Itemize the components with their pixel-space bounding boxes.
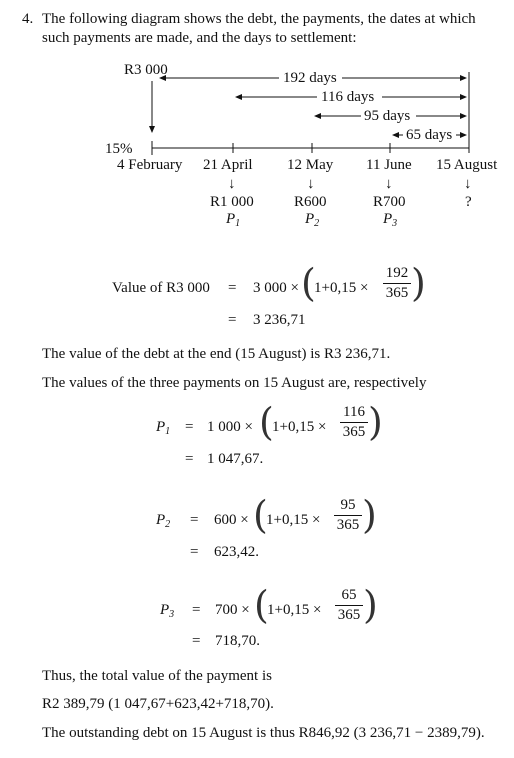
fraction-denominator: 365 [385, 285, 409, 301]
p2-symbol: $P_2$ [156, 512, 171, 530]
interest-rate-label: 15% [105, 141, 133, 157]
p1-prefix: 1 000 × [207, 419, 253, 435]
amount-r700: R700 [373, 194, 406, 210]
p2-prefix: 600 × [214, 512, 249, 528]
down-arrow-icon: ↓ [228, 176, 236, 192]
value-calc-fraction [383, 266, 411, 301]
p3-result: 718,70. [215, 633, 260, 649]
question-text-line-1: The following diagram shows the debt, the payments, the dates at which [42, 11, 476, 27]
close-paren: ) [411, 261, 426, 305]
p3-inner: 1+0,15 × [267, 602, 322, 618]
p1-symbol: $P_1$ [156, 419, 171, 437]
p1-inner: 1+0,15 × [272, 419, 327, 435]
down-arrow-icon: ↓ [385, 176, 393, 192]
amount-unknown: ? [465, 194, 472, 210]
fraction-denominator: 365 [337, 607, 361, 623]
fraction-denominator: 365 [336, 517, 360, 533]
equals-sign: = [192, 602, 201, 618]
amount-r600: R600 [294, 194, 327, 210]
p1-fraction [340, 405, 368, 440]
close-paren: ) [362, 493, 377, 537]
date-21-april: 21 April [203, 157, 253, 173]
days-label-192: 192 days [283, 70, 337, 86]
p2-inner: 1+0,15 × [266, 512, 321, 528]
three-payments-statement: The values of the three payments on 15 August are, respectively [42, 375, 427, 391]
fraction-numerator: 192 [383, 266, 411, 284]
value-calc-lhs: Value of R3 000 [112, 280, 210, 296]
equals-sign: = [228, 280, 237, 296]
value-calc-inner: 1+0,15 × [314, 280, 369, 296]
open-paren: ( [254, 583, 269, 627]
open-paren: ( [259, 400, 274, 444]
fraction-numerator: 95 [334, 498, 362, 516]
p1-result: 1 047,67. [207, 451, 264, 467]
days-label-65: 65 days [406, 127, 453, 143]
amount-r1000: R1 000 [210, 194, 254, 210]
equals-sign: = [192, 633, 201, 649]
equals-sign: = [185, 451, 194, 467]
conclusion-line-1: Thus, the total value of the payment is [42, 668, 272, 684]
value-calc-prefix: 3 000 × [253, 280, 299, 296]
close-paren: ) [368, 400, 383, 444]
equals-sign: = [190, 512, 199, 528]
days-label-116: 116 days [321, 89, 375, 105]
close-paren: ) [363, 583, 378, 627]
fraction-denominator: 365 [342, 424, 366, 440]
open-paren: ( [253, 493, 268, 537]
p2-fraction [334, 498, 362, 533]
debt-amount-label: R3 000 [124, 62, 168, 78]
down-arrow-icon: ↓ [307, 176, 315, 192]
p3-prefix: 700 × [215, 602, 250, 618]
date-4-february: 4 February [117, 157, 183, 173]
fraction-numerator: 65 [335, 588, 363, 606]
date-11-june: 11 June [366, 157, 412, 173]
payment-symbol-p1: $P_1$ [226, 211, 241, 229]
down-arrow-icon: ↓ [464, 176, 472, 192]
days-label-95: 95 days [364, 108, 411, 124]
question-number: 4. [22, 11, 34, 27]
equals-sign: = [185, 419, 194, 435]
p2-result: 623,42. [214, 544, 259, 560]
fraction-numerator: 116 [340, 405, 368, 423]
payment-symbol-p3: $P_3$ [383, 211, 398, 229]
date-12-may: 12 May [287, 157, 334, 173]
value-calc-result: 3 236,71 [253, 312, 306, 328]
question-text-line-2: such payments are made, and the days to settlement: [42, 30, 357, 46]
equals-sign: = [228, 312, 237, 328]
open-paren: ( [301, 261, 316, 305]
payment-symbol-p2: $P_2$ [305, 211, 320, 229]
p3-fraction [335, 588, 363, 623]
equals-sign: = [190, 544, 199, 560]
conclusion-line-2: R2 389,79 (1 047,67+623,42+718,70). [42, 696, 274, 712]
date-15-august: 15 August [436, 157, 498, 173]
debt-value-statement: The value of the debt at the end (15 August) is R3 236,71. [42, 346, 391, 362]
conclusion-line-3: The outstanding debt on 15 August is thus R846,92 (3 236,71 − 2389,79). [42, 725, 485, 741]
p3-symbol: $P_3$ [160, 602, 175, 620]
